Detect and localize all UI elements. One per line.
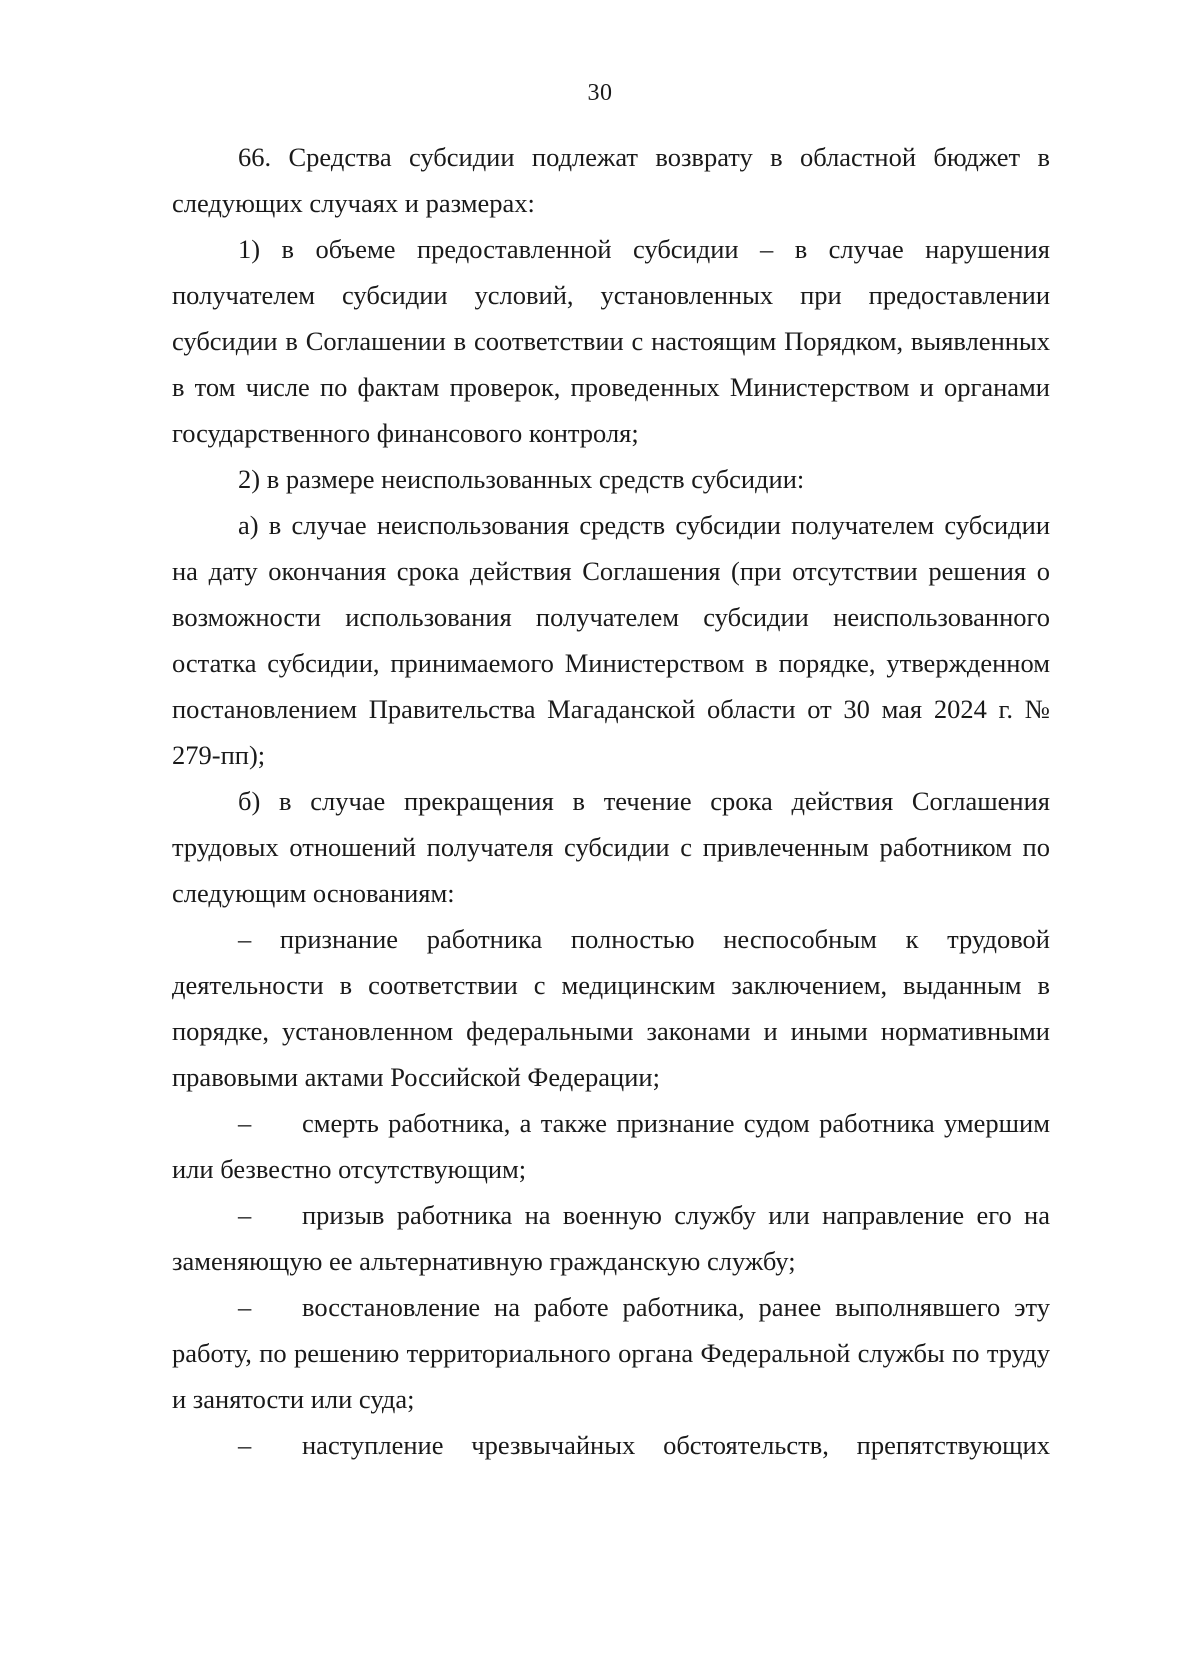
- list-item: [172, 1100, 1050, 1192]
- dash-marker: –: [238, 1292, 252, 1322]
- dash-marker: –: [238, 1108, 252, 1138]
- list-item-text: смерть работника, а также признание судом работника умершим или безвестно отсутствующим;: [172, 1108, 1050, 1184]
- paragraph: 66. Средства субсидии подлежат возврату в областной бюджет в следующих случаях и размерах:: [172, 142, 1050, 218]
- list-item: [172, 1192, 1050, 1284]
- list-item-text: призыв работника на военную службу или направление его на заменяющую ее альтернативную гражданскую службу;: [172, 1200, 1050, 1276]
- paragraph: б) в случае прекращения в течение срока действия Соглашения трудовых отношений получателя субсидии с привлеченным работником по следующим основаниям:: [172, 786, 1050, 908]
- list-item-text: восстановление на работе работника, ранее выполнявшего эту работу, по решению территориального органа Федеральной службы по труду и занятости или суда;: [172, 1292, 1050, 1414]
- paragraph: – признание работника полностью неспособным к трудовой деятельности в соответствии с медицинским заключением, выданным в порядке, установленном федеральными законами и иными нормативными правовыми актами Российской Федерации;: [172, 924, 1050, 1092]
- page-number: 30: [587, 80, 613, 106]
- dash-marker: –: [238, 1430, 252, 1460]
- paragraph: 1) в объеме предоставленной субсидии – в случае нарушения получателем субсидии условий, установленных при предоставлении субсидии в Соглашении в соответствии с настоящим Порядком, выявленных в том числе по фактам проверок, проведенных Министерством и органами государственного финансового контроля;: [172, 234, 1050, 448]
- dash-marker: –: [238, 1200, 252, 1230]
- list-item-text: наступление чрезвычайных обстоятельств, препятствующих: [302, 1430, 1050, 1460]
- paragraph: а) в случае неиспользования средств субсидии получателем субсидии на дату окончания срока действия Соглашения (при отсутствии решения о возможности использования получателем субсидии неиспользованного остатка субсидии, принимаемого Министерством в порядке, утвержденном постановлением Правительства Магаданской области от 30 мая 2024 г. № 279-пп);: [172, 510, 1050, 770]
- list-item: [172, 1284, 1050, 1422]
- document-body: [172, 134, 1050, 1468]
- list-item: [172, 1422, 1050, 1468]
- paragraph: 2) в размере неиспользованных средств субсидии:: [238, 464, 805, 494]
